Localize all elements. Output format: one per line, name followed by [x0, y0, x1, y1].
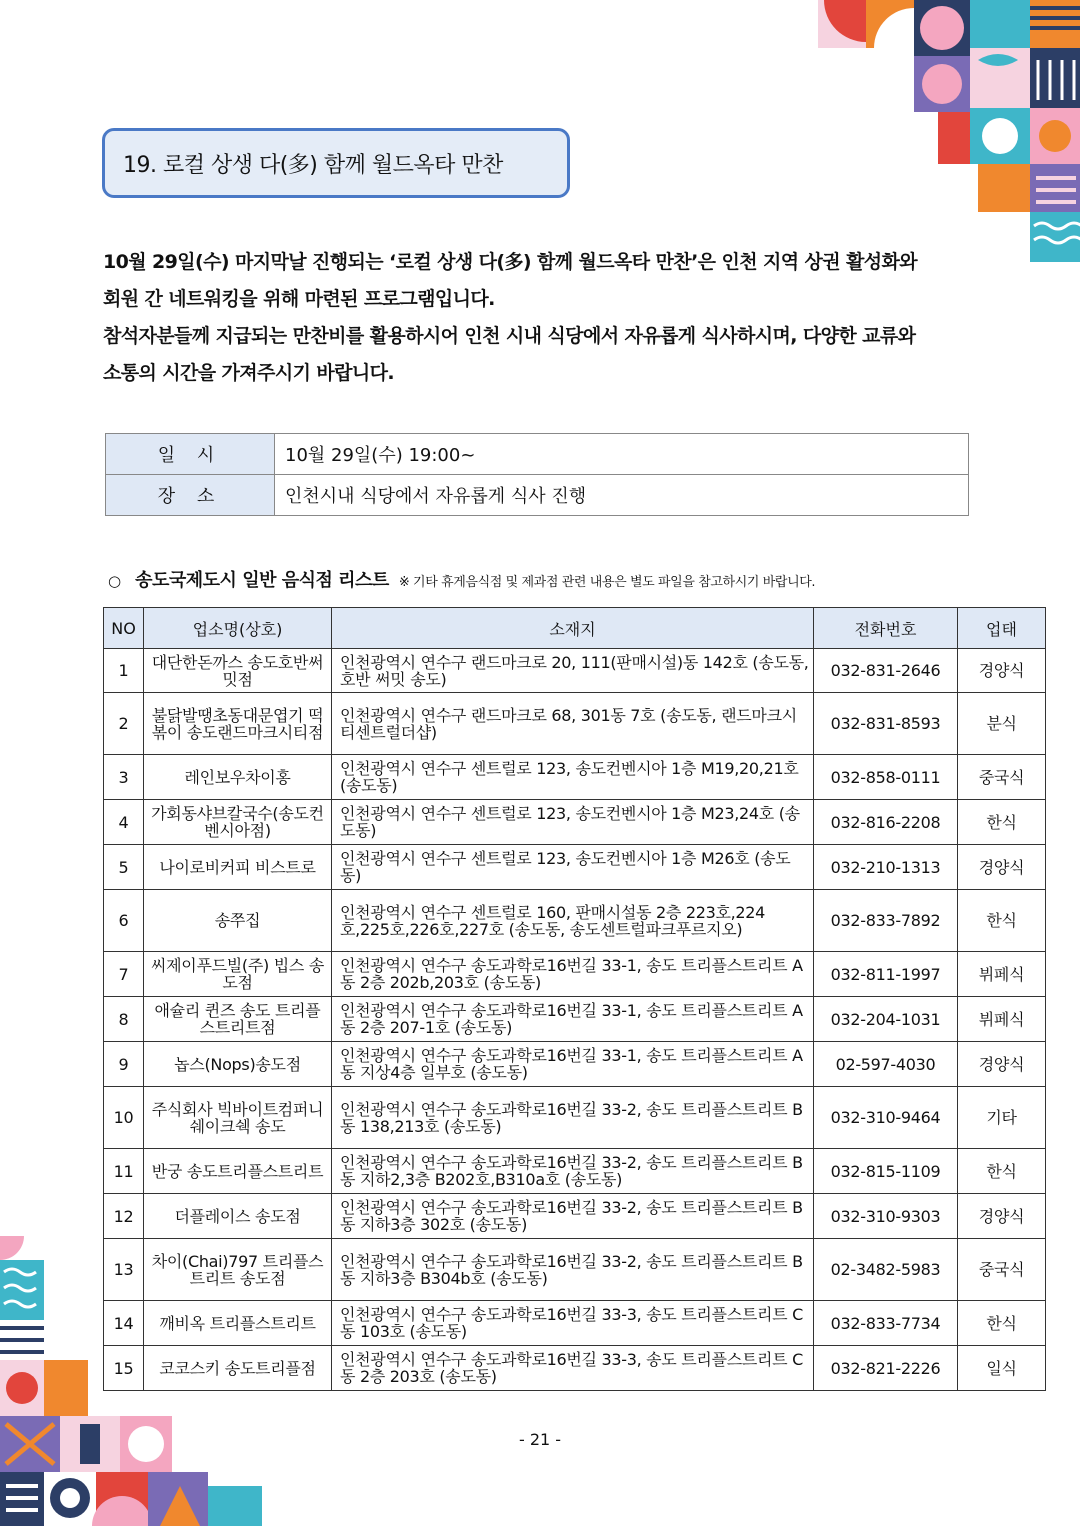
table-row [104, 997, 1046, 1042]
cell-no: 10 [104, 1087, 144, 1149]
bullet-icon: ○ [108, 572, 122, 590]
intro-line: 참석자분들께 지급되는 만찬비를 활용하시어 인천 시내 식당에서 자유롭게 식사하시며, 다양한 교류와 [103, 325, 916, 347]
cell-address: 인천광역시 연수구 센트럴로 160, 판매시설동 2층 223호,224호,225호,226호,227호 (송도동, 송도센트럴파크푸르지오) [332, 890, 814, 952]
cell-no: 15 [104, 1346, 144, 1391]
cell-name: 반궁 송도트리플스트리트 [144, 1149, 332, 1194]
cell-address: 인천광역시 연수구 랜드마크로 20, 111(판매시설)동 142호 (송도동, 호반 써밋 송도) [332, 649, 814, 693]
cell-no: 14 [104, 1301, 144, 1346]
cell-no: 13 [104, 1239, 144, 1301]
cell-no: 4 [104, 800, 144, 845]
cell-type: 경양식 [958, 1042, 1046, 1087]
table-row [104, 1346, 1046, 1391]
cell-phone: 032-816-2208 [814, 800, 958, 845]
table-row [104, 1087, 1046, 1149]
table-row [104, 649, 1046, 693]
cell-name: 애슐리 퀸즈 송도 트리플스트리트점 [144, 997, 332, 1042]
cell-name: 놉스(Nops)송도점 [144, 1042, 332, 1087]
table-row [104, 1301, 1046, 1346]
cell-type: 뷔페식 [958, 997, 1046, 1042]
cell-name: 깨비옥 트리플스트리트 [144, 1301, 332, 1346]
cell-name: 씨제이푸드빌(주) 빕스 송도점 [144, 952, 332, 997]
cell-type: 중국식 [958, 1239, 1046, 1301]
cell-name: 레인보우차이홍 [144, 755, 332, 800]
cell-phone: 032-831-2646 [814, 649, 958, 693]
cell-no: 5 [104, 845, 144, 890]
cell-name: 주식회사 빅바이트컴퍼니 쉐이크쉑 송도 [144, 1087, 332, 1149]
section-title: 19. 로컬 상생 다(多) 함께 월드옥타 만찬 [102, 128, 570, 198]
cell-type: 뷔페식 [958, 952, 1046, 997]
cell-phone: 032-310-9303 [814, 1194, 958, 1239]
header-type: 업태 [958, 608, 1046, 649]
cell-no: 8 [104, 997, 144, 1042]
cell-address: 인천광역시 연수구 송도과학로16번길 33-3, 송도 트리플스트리트 C동 103호 (송도동) [332, 1301, 814, 1346]
place-label: 장 소 [106, 475, 275, 516]
cell-address: 인천광역시 연수구 송도과학로16번길 33-1, 송도 트리플스트리트 A동 지상4층 일부호 (송도동) [332, 1042, 814, 1087]
cell-name: 더플레이스 송도점 [144, 1194, 332, 1239]
decorative-pattern-top [818, 0, 1080, 262]
place-value: 인천시내 식당에서 자유롭게 식사 진행 [275, 475, 969, 516]
date-row [106, 434, 969, 475]
cell-name: 가회동샤브칼국수(송도컨벤시아점) [144, 800, 332, 845]
cell-phone: 032-815-1109 [814, 1149, 958, 1194]
header-address: 소재지 [332, 608, 814, 649]
list-note: ※ 기타 휴게음식점 및 제과점 관련 내용은 별도 파일을 참고하시기 바랍니다. [398, 575, 816, 590]
cell-type: 한식 [958, 1149, 1046, 1194]
cell-type: 분식 [958, 693, 1046, 755]
cell-no: 2 [104, 693, 144, 755]
cell-no: 9 [104, 1042, 144, 1087]
cell-address: 인천광역시 연수구 센트럴로 123, 송도컨벤시아 1층 M26호 (송도동) [332, 845, 814, 890]
table-row [104, 1239, 1046, 1301]
cell-no: 12 [104, 1194, 144, 1239]
cell-phone: 032-811-1997 [814, 952, 958, 997]
cell-address: 인천광역시 연수구 센트럴로 123, 송도컨벤시아 1층 M19,20,21호 (송도동) [332, 755, 814, 800]
table-row [104, 890, 1046, 952]
cell-no: 7 [104, 952, 144, 997]
event-info-table [105, 433, 969, 516]
cell-phone: 032-831-8593 [814, 693, 958, 755]
cell-name: 송쭈집 [144, 890, 332, 952]
intro-line: 10월 29일(수) 마지막날 진행되는 ‘로컬 상생 다(多) 함께 월드옥타 만찬’은 인천 지역 상권 활성화와 [103, 251, 918, 273]
table-header-row [104, 608, 1046, 649]
table-row [104, 845, 1046, 890]
cell-address: 인천광역시 연수구 송도과학로16번길 33-2, 송도 트리플스트리트 B동 지하3층 B304b호 (송도동) [332, 1239, 814, 1301]
cell-phone: 032-833-7892 [814, 890, 958, 952]
table-row [104, 1149, 1046, 1194]
cell-address: 인천광역시 연수구 송도과학로16번길 33-2, 송도 트리플스트리트 B동 138,213호 (송도동) [332, 1087, 814, 1149]
header-name: 업소명(상호) [144, 608, 332, 649]
cell-address: 인천광역시 연수구 송도과학로16번길 33-3, 송도 트리플스트리트 C동 2층 203호 (송도동) [332, 1346, 814, 1391]
cell-address: 인천광역시 연수구 송도과학로16번길 33-1, 송도 트리플스트리트 A동 2층 202b,203호 (송도동) [332, 952, 814, 997]
cell-name: 대단한돈까스 송도호반써밋점 [144, 649, 332, 693]
cell-phone: 02-3482-5983 [814, 1239, 958, 1301]
cell-address: 인천광역시 연수구 송도과학로16번길 33-2, 송도 트리플스트리트 B동 지하3층 302호 (송도동) [332, 1194, 814, 1239]
cell-type: 기타 [958, 1087, 1046, 1149]
header-phone: 전화번호 [814, 608, 958, 649]
place-row [106, 475, 969, 516]
cell-type: 중국식 [958, 755, 1046, 800]
cell-type: 한식 [958, 890, 1046, 952]
restaurant-table [103, 607, 1046, 1391]
cell-address: 인천광역시 연수구 랜드마크로 68, 301동 7호 (송도동, 랜드마크시티센트럴더샵) [332, 693, 814, 755]
cell-no: 3 [104, 755, 144, 800]
page-number: - 21 - [518, 1430, 562, 1449]
cell-name: 나이로비커피 비스트로 [144, 845, 332, 890]
table-row [104, 800, 1046, 845]
intro-line: 회원 간 네트워킹을 위해 마련된 프로그램입니다. [103, 288, 495, 310]
intro-line: 소통의 시간을 가져주시기 바랍니다. [103, 362, 394, 384]
cell-phone: 032-310-9464 [814, 1087, 958, 1149]
cell-name: 차이(Chai)797 트리플스트리트 송도점 [144, 1239, 332, 1301]
cell-type: 일식 [958, 1346, 1046, 1391]
cell-address: 인천광역시 연수구 센트럴로 123, 송도컨벤시아 1층 M23,24호 (송도동) [332, 800, 814, 845]
cell-type: 경양식 [958, 845, 1046, 890]
cell-type: 경양식 [958, 649, 1046, 693]
intro-paragraph [103, 244, 983, 392]
table-row [104, 755, 1046, 800]
list-heading-text: 송도국제도시 일반 음식점 리스트 [135, 570, 389, 591]
cell-phone: 032-210-1313 [814, 845, 958, 890]
cell-address: 인천광역시 연수구 송도과학로16번길 33-2, 송도 트리플스트리트 B동 지하2,3층 B202호,B310a호 (송도동) [332, 1149, 814, 1194]
cell-phone: 032-821-2226 [814, 1346, 958, 1391]
cell-type: 한식 [958, 800, 1046, 845]
cell-no: 6 [104, 890, 144, 952]
date-value: 10월 29일(수) 19:00~ [275, 434, 969, 475]
table-row [104, 1194, 1046, 1239]
table-row [104, 952, 1046, 997]
cell-name: 불닭발땡초동대문엽기 떡볶이 송도랜드마크시티점 [144, 693, 332, 755]
cell-phone: 02-597-4030 [814, 1042, 958, 1087]
header-no: NO [104, 608, 144, 649]
table-row [104, 693, 1046, 755]
cell-name: 코코스키 송도트리플점 [144, 1346, 332, 1391]
cell-type: 경양식 [958, 1194, 1046, 1239]
restaurant-list-heading [108, 566, 1008, 592]
cell-phone: 032-833-7734 [814, 1301, 958, 1346]
cell-no: 11 [104, 1149, 144, 1194]
date-label: 일 시 [106, 434, 275, 475]
cell-phone: 032-204-1031 [814, 997, 958, 1042]
cell-type: 한식 [958, 1301, 1046, 1346]
table-row [104, 1042, 1046, 1087]
cell-phone: 032-858-0111 [814, 755, 958, 800]
cell-address: 인천광역시 연수구 송도과학로16번길 33-1, 송도 트리플스트리트 A동 2층 207-1호 (송도동) [332, 997, 814, 1042]
table-body [104, 649, 1046, 1391]
cell-no: 1 [104, 649, 144, 693]
